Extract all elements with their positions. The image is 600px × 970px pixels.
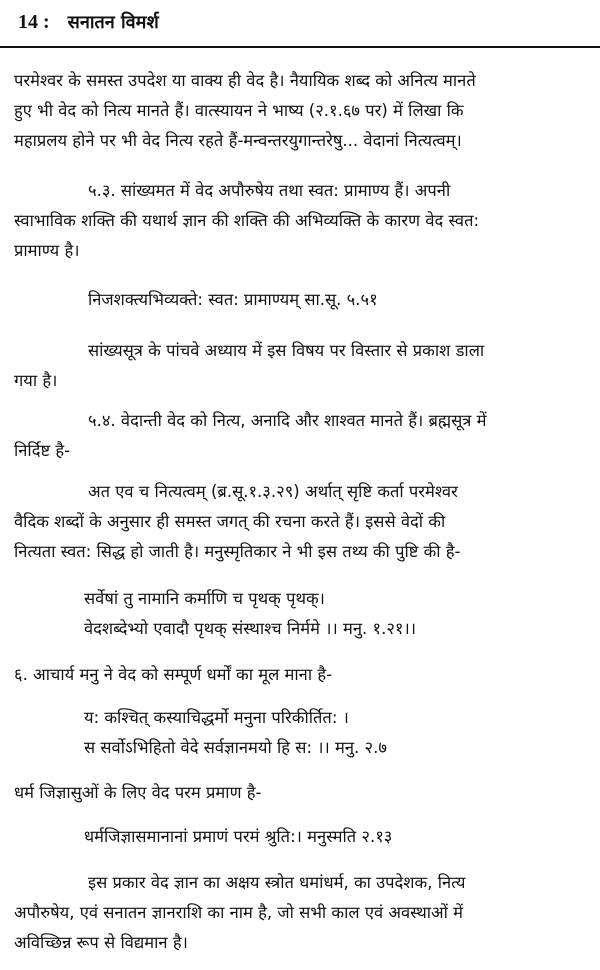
running-header	[18, 10, 582, 44]
text-line: परमेश्वर के समस्त उपदेश या वाक्य ही वेद है। नैयायिक शब्द को अनित्य मानते	[14, 71, 476, 90]
verse-2	[14, 703, 586, 763]
quotation-1	[14, 285, 586, 315]
text-line: इस प्रकार वेद ज्ञान का अक्षय स्त्रोत धमांधर्म, का उपदेशक, नित्य	[88, 873, 466, 892]
paragraph-3	[14, 336, 586, 396]
paragraph-8	[14, 868, 586, 958]
text-line: अत एव च नित्यत्वम् (ब्र.सू.१.३.२९) अर्थात् सृष्टि कर्ता परमेश्वर	[88, 482, 458, 501]
text-line: धर्मजिज्ञासमानानां प्रमाणं परमं श्रुति:। मनुस्मति २.१३	[84, 827, 393, 846]
text-line: धर्म जिज्ञासुओं के लिए वेद परम प्रमाण है-	[14, 783, 262, 802]
text-line: गया है।	[14, 371, 58, 390]
verse-1	[14, 584, 586, 644]
text-line: अविच्छिन्न रूप से विद्यमान है।	[14, 933, 188, 952]
quotation-2	[14, 822, 586, 852]
header-rule	[0, 46, 600, 48]
text-line: सांख्यसूत्र के पांचवे अध्याय में इस विषय पर विस्तार से प्रकाश डाला	[88, 341, 485, 360]
paragraph-1	[14, 66, 586, 156]
text-line: ६. आचार्य मनु ने वेद को सम्पूर्ण धर्मों का मूल माना है-	[14, 665, 333, 684]
paragraph-6	[14, 660, 586, 690]
paragraph-5	[14, 477, 586, 567]
verse-line: स सर्वोऽभिहितो वेदे सर्वज्ञानमयो हि स: ।। मनु. २.७	[84, 738, 387, 757]
verse-line: वेदशब्देभ्यो एवादौ पृथक् संस्थाश्च निर्ममे ।। मनु. १.२१।।	[84, 619, 417, 638]
text-line: स्वाभाविक शक्ति की यथार्थ ज्ञान की शक्ति की अभिव्यक्ति के कारण वेद स्वत:	[14, 211, 480, 230]
text-line: ५.३. सांख्यमत में वेद अपौरुषेय तथा स्वत: प्रामाण्य हैं। अपनी	[88, 181, 451, 200]
text-line: निर्दिष्ट है-	[14, 441, 71, 460]
paragraph-7	[14, 778, 586, 808]
verse-line: य: कश्चित् कस्याचिद्धर्मो मनुना परिकीर्तित: ।	[84, 708, 349, 727]
text-line: अपौरुषेय, एवं सनातन ज्ञानराशि का नाम है, जो सभी काल एवं अवस्थाओं में	[14, 903, 464, 922]
paragraph-4	[14, 406, 586, 466]
text-line: निजशक्त्यभिव्यक्ते: स्वत: प्रामाण्यम् सा.सू. ५.५१	[88, 290, 378, 309]
text-line: वैदिक शब्दों के अनुसार ही समस्त जगत् की रचना करते हैं। इससे वेदों की	[14, 512, 446, 531]
text-line: हुए भी वेद को नित्य मानते हैं। वात्स्यायन ने भाष्य (२.१.६७ पर) में लिखा कि	[14, 101, 464, 120]
text-line: महाप्रलय होने पर भी वेद नित्य रहते हैं-मन्वन्तरयुगान्तरेषु... वेदानां नित्यत्वम्।	[14, 131, 462, 150]
text-line: प्रामाण्य है।	[14, 241, 80, 260]
paragraph-2	[14, 176, 586, 266]
text-line: ५.४. वेदान्ती वेद को नित्य, अनादि और शाश्वत मानते हैं। ब्रह्मसूत्र में	[88, 411, 487, 430]
page-number: 14 :	[18, 11, 50, 33]
running-title: सनातन विमर्श	[67, 12, 159, 33]
verse-line: सर्वेषां तु नामानि कर्माणि च पृथक् पृथक्।	[84, 589, 325, 608]
text-line: नित्यता स्वत: सिद्ध हो जाती है। मनुस्मृतिकार ने भी इस तथ्य की पुष्टि की है-	[14, 542, 461, 561]
